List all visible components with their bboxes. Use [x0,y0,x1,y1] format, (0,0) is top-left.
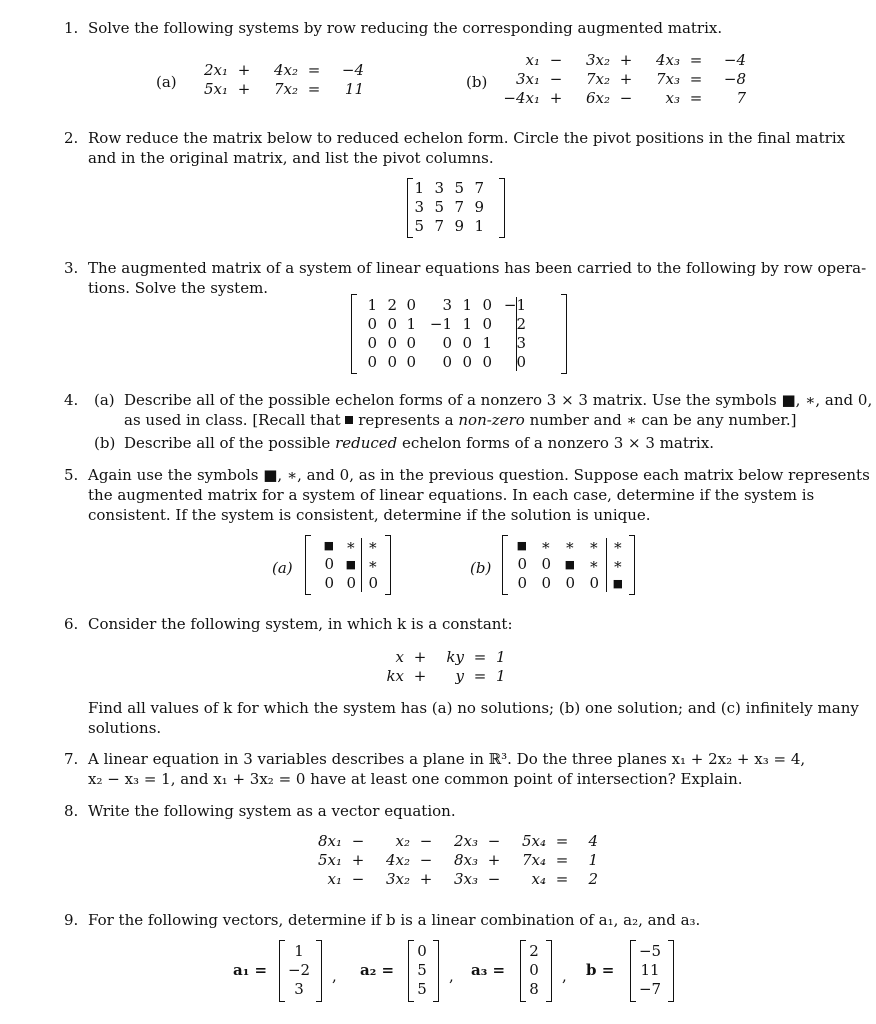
sys8-cell-r1-c4: − [419,832,433,850]
sys1a-cell-r2-c5: 11 [344,80,364,98]
matrix-3-entry-r2-c7: 2 [516,315,526,333]
sys1a-cell-r1-c1: 2x₁ [203,61,228,79]
sys1b-cell-r2-c1: 3x₁ [515,70,540,88]
matrix-3-entry-r2-c2: 0 [387,315,397,333]
p4a-line2-mid: represents a [353,411,459,429]
vector-a2-entry-1: 0 [417,942,427,960]
vector-b-entry-1: −5 [638,942,662,960]
sys1b-cell-r3-c2: + [549,89,563,107]
vector-a2-right-bracket [433,940,439,1002]
sys1b-cell-r2-c5: 7x₃ [655,70,680,88]
matrix-5b-entry-r3-c5: ■ [612,577,623,590]
p6-line1: Find all values of k for which the system has (a) no solutions; (b) one solution; and (c) infinitely many [88,699,859,717]
matrix-5a-right-bracket [385,535,391,595]
vector-a3-entry-3: 8 [529,980,539,998]
sys1a-cell-r1-c2: + [237,61,251,79]
matrix-5b-entry-r2-c2: 0 [541,555,551,573]
matrix-2-entry-r1-c2: 3 [434,179,444,197]
sys6-cell-r1-c2: + [413,648,427,666]
p2-line2: and in the original matrix, and list the pivot columns. [88,149,494,167]
comma-1: , [332,967,337,985]
sys6-cell-r2-c2: + [413,667,427,685]
sys1b-cell-r2-c2: − [549,70,563,88]
matrix-3-entry-r4-c5: 0 [462,353,472,371]
matrix-3-augment-line [516,297,517,371]
sys8-cell-r3-c7: x₄ [531,870,546,888]
sys1b-cell-r1-c1: x₁ [525,51,540,69]
p4b-post: echelon forms of a nonzero 3 × 3 matrix. [397,434,715,452]
sys8-cell-r2-c6: + [487,851,501,869]
sys1b-cell-r3-c3: 6x₂ [585,89,610,107]
sys8-cell-r2-c2: + [351,851,365,869]
matrix-3-entry-r4-c6: 0 [482,353,492,371]
matrix-2-entry-r1-c3: 5 [454,179,464,197]
p3-line2: tions. Solve the system. [88,279,269,297]
vector-a1-label: a₁ = [233,961,268,979]
matrix-3-entry-r4-c1: 0 [367,353,377,371]
sys8-cell-r3-c5: 3x₃ [453,870,478,888]
matrix-3-entry-r2-c5: 1 [462,315,472,333]
matrix-5a-entry-r1-c3: ∗ [367,536,378,554]
matrix-5a-entry-r3-c2: 0 [346,574,356,592]
vector-a3-label: a₃ = [471,961,506,979]
matrix-3-entry-r3-c6: 1 [482,334,492,352]
sys8-cell-r3-c8: = [555,870,569,888]
matrix-3-entry-r1-c6: 0 [482,296,492,314]
sys8-cell-r2-c4: − [419,851,433,869]
matrix-3-entry-r3-c3: 0 [406,334,416,352]
vector-a3-entry-2: 0 [529,961,539,979]
p5a-label: (a) [272,559,293,577]
vector-a1-entry-3: 3 [294,980,304,998]
p9-text: For the following vectors, determine if b is a linear combination of a₁, a₂, and a₃. [88,911,701,929]
sys8-cell-r1-c3: x₂ [395,832,410,850]
sys8-cell-r2-c1: 5x₁ [317,851,342,869]
vector-a2 [414,942,430,999]
sys8-cell-r3-c4: + [419,870,433,888]
matrix-2-entry-r2-c1: 3 [414,198,424,216]
p5-line2: the augmented matrix for a system of linear equations. In each case, determine if the system is [88,486,815,504]
matrix-5b-entry-r1-c2: ∗ [540,536,551,554]
p6-line2: solutions. [88,719,162,737]
p4b-emphasis: reduced [335,434,398,452]
matrix-3-entry-r1-c2: 2 [387,296,397,314]
sys1b-cell-r1-c6: = [689,51,703,69]
matrix-5a-entry-r3-c3: 0 [368,574,378,592]
sys8-cell-r3-c9: 2 [588,870,598,888]
p5-line1: Again use the symbols ■, ∗, and 0, as in the previous question. Suppose each matrix below represents [88,466,870,484]
sys6-cell-r1-c1: x [395,648,404,666]
matrix-5b-entry-r1-c4: ∗ [588,536,599,554]
matrix-3-entry-r4-c2: 0 [387,353,397,371]
sys1b-cell-r2-c4: + [619,70,633,88]
system-6 [384,648,518,686]
sys8-cell-r1-c7: 5x₄ [521,832,546,850]
sys8-cell-r1-c6: − [487,832,501,850]
sys1b-cell-r1-c4: + [619,51,633,69]
vector-a1-right-bracket [316,940,322,1002]
vector-a1 [286,942,312,999]
sys1b-cell-r1-c3: 3x₂ [585,51,610,69]
matrix-5b-entry-r1-c5: ∗ [612,536,623,554]
matrix-5b-augment-line [606,538,607,592]
p7-line2: x₂ − x₃ = 1, and x₁ + 3x₂ = 0 have at least one common point of intersection? Explain. [88,770,743,788]
matrix-5b-entry-r2-c5: ∗ [612,555,623,573]
p5b-label: (b) [470,559,492,577]
p7-number: 7. [64,750,79,768]
matrix-3-entry-r4-c3: 0 [406,353,416,371]
matrix-5a-entry-r1-c1: ■ [323,539,334,552]
system-1a [190,61,364,99]
sys1b-cell-r2-c3: 7x₂ [585,70,610,88]
vector-a1-entry-1: 1 [294,942,304,960]
matrix-5b-left-bracket [502,535,508,595]
matrix-2 [414,179,484,236]
matrix-5a-entry-r2-c2: ■ [345,558,356,571]
matrix-3-entry-r1-c4: 3 [442,296,452,314]
matrix-5b-right-bracket [629,535,635,595]
vector-a3 [526,942,542,999]
matrix-2-right-bracket [499,178,505,238]
sys8-cell-r2-c9: 1 [588,851,598,869]
sys1a-cell-r2-c1: 5x₁ [203,80,228,98]
matrix-3-entry-r2-c3: 1 [406,315,416,333]
vector-a3-right-bracket [546,940,552,1002]
matrix-2-entry-r2-c3: 7 [454,198,464,216]
sys8-cell-r1-c5: 2x₃ [453,832,478,850]
sys6-cell-r2-c1: kx [386,667,404,685]
matrix-2-left-bracket [407,178,413,238]
matrix-5b-entry-r3-c3: 0 [565,574,575,592]
matrix-2-entry-r1-c1: 1 [414,179,424,197]
matrix-5b-entry-r1-c3: ∗ [564,536,575,554]
comma-2: , [449,967,454,985]
p8-number: 8. [64,802,79,820]
p4a-line2-pre: as used in class. [Recall that [124,411,346,429]
matrix-3-entry-r4-c7: 0 [516,353,526,371]
p4a-label: (a) [94,391,115,409]
sys1b-cell-r1-c2: − [549,51,563,69]
p4b-text [124,433,714,453]
p1-text: Solve the following systems by row reducing the corresponding augmented matrix. [88,19,723,37]
matrix-3-entry-r3-c2: 0 [387,334,397,352]
p4-number: 4. [64,391,79,409]
sys1b-cell-r3-c5: x₃ [665,89,680,107]
sys1b-cell-r2-c7: −8 [723,70,746,88]
matrix-2-entry-r1-c4: 7 [474,179,484,197]
sys1a-cell-r1-c5: −4 [341,61,364,79]
sys6-cell-r1-c4: = [473,648,487,666]
matrix-5a-entry-r2-c3: ∗ [367,555,378,573]
matrix-5b-entry-r2-c1: 0 [517,555,527,573]
sys6-cell-r2-c5: 1 [496,667,506,685]
vector-b-right-bracket [668,940,674,1002]
p1b-label: (b) [466,73,488,91]
matrix-2-entry-r3-c3: 9 [454,217,464,235]
sys1b-cell-r1-c5: 4x₃ [655,51,680,69]
p5-line3: consistent. If the system is consistent, determine if the solution is unique. [88,506,651,524]
matrix-2-entry-r3-c1: 5 [414,217,424,235]
matrix-5b-entry-r3-c2: 0 [541,574,551,592]
vector-a2-entry-2: 5 [417,961,427,979]
matrix-5a-entry-r3-c1: 0 [324,574,334,592]
sys8-cell-r3-c2: − [351,870,365,888]
sys1b-cell-r3-c7: 7 [736,89,746,107]
matrix-3-entry-r2-c4: −1 [429,315,452,333]
matrix-3-entry-r1-c3: 0 [406,296,416,314]
vector-b-entry-3: −7 [638,980,662,998]
p4a-line2-post: number and ∗ can be any number.] [524,411,797,429]
sys1a-cell-r2-c4: = [307,80,321,98]
matrix-3-entry-r2-c6: 0 [482,315,492,333]
sys1b-cell-r2-c6: = [689,70,703,88]
sys6-cell-r2-c3: y [455,667,464,685]
vector-b-entry-2: 11 [640,961,660,979]
vector-b [636,942,664,999]
sys6-cell-r2-c4: = [473,667,487,685]
sys8-cell-r2-c7: 7x₄ [521,851,546,869]
sys1b-cell-r3-c6: = [689,89,703,107]
p1a-label: (a) [156,73,177,91]
sys1a-cell-r1-c3: 4x₂ [273,61,298,79]
p4b-label: (b) [94,434,116,452]
sys8-cell-r1-c1: 8x₁ [317,832,342,850]
vector-a2-label: a₂ = [360,961,395,979]
sys8-cell-r3-c3: 3x₂ [385,870,410,888]
matrix-2-entry-r3-c4: 1 [474,217,484,235]
matrix-5b-entry-r3-c4: 0 [589,574,599,592]
sys1a-cell-r2-c2: + [237,80,251,98]
sys8-cell-r1-c2: − [351,832,365,850]
sys6-cell-r1-c3: ky [446,648,464,666]
matrix-5a-entry-r1-c2: ∗ [345,536,356,554]
p2-line1: Row reduce the matrix below to reduced echelon form. Circle the pivot positions in the final matrix [88,129,846,147]
sys8-cell-r3-c6: − [487,870,501,888]
p5-number: 5. [64,466,79,484]
matrix-3-right-bracket [561,294,567,374]
p4a-line2-emphasis: non-zero [458,411,525,429]
matrix-3-entry-r2-c1: 0 [367,315,377,333]
matrix-3-entry-r1-c5: 1 [462,296,472,314]
vector-a2-entry-3: 5 [417,980,427,998]
matrix-3-entry-r3-c5: 0 [462,334,472,352]
sys1a-cell-r1-c4: = [307,61,321,79]
p2-number: 2. [64,129,79,147]
sys8-cell-r3-c1: x₁ [327,870,342,888]
vector-a3-entry-1: 2 [529,942,539,960]
sys8-cell-r2-c8: = [555,851,569,869]
matrix-2-entry-r3-c2: 7 [434,217,444,235]
matrix-5b-entry-r3-c1: 0 [517,574,527,592]
sys1a-cell-r2-c3: 7x₂ [273,80,298,98]
matrix-5b-entry-r1-c1: ■ [516,539,527,552]
matrix-2-entry-r2-c2: 5 [434,198,444,216]
matrix-3-entry-r1-c1: 1 [367,296,377,314]
matrix-3-left-bracket [351,294,357,374]
matrix-5a-entry-r2-c1: 0 [324,555,334,573]
p3-line1: The augmented matrix of a system of linear equations has been carried to the following by row opera- [88,259,867,277]
matrix-3 [360,296,526,372]
sys1b-cell-r1-c7: −4 [723,51,746,69]
comma-3: , [562,967,567,985]
matrix-3-entry-r4-c4: 0 [442,353,452,371]
sys8-cell-r2-c3: 4x₂ [385,851,410,869]
sys1b-cell-r3-c4: − [619,89,633,107]
p6-number: 6. [64,615,79,633]
p3-number: 3. [64,259,79,277]
p7-line1: A linear equation in 3 variables describes a plane in ℝ³. Do the three planes x₁ + 2x₂ + x₃ = 4, [88,750,806,768]
p9-number: 9. [64,911,79,929]
matrix-5b-entry-r2-c4: ∗ [588,555,599,573]
p4a-line1: Describe all of the possible echelon forms of a nonzero 3 × 3 matrix. Use the symbols ■, ∗, and 0, [124,391,873,409]
system-1b [500,51,746,108]
sys8-cell-r1-c9: 4 [588,832,598,850]
p8-text: Write the following system as a vector equation. [88,802,456,820]
sys8-cell-r2-c5: 8x₃ [453,851,478,869]
p1-number: 1. [64,19,79,37]
vector-a1-entry-2: −2 [287,961,311,979]
matrix-3-entry-r3-c4: 0 [442,334,452,352]
p4b-pre: Describe all of the possible [124,434,336,452]
p4a-line2 [124,410,797,430]
matrix-5a-augment-line [361,538,362,592]
matrix-3-entry-r3-c1: 0 [367,334,377,352]
matrix-5b-entry-r2-c3: ■ [564,558,575,571]
vector-a1-left-bracket [279,940,285,1002]
matrix-3-entry-r3-c7: 3 [516,334,526,352]
matrix-3-entry-r1-c7: −1 [503,296,526,314]
p6-text: Consider the following system, in which k is a constant: [88,615,513,633]
matrix-5a [314,536,378,593]
system-8 [306,832,598,889]
matrix-2-entry-r2-c4: 9 [474,198,484,216]
sys8-cell-r1-c8: = [555,832,569,850]
sys6-cell-r1-c5: 1 [496,648,506,666]
matrix-5a-left-bracket [305,535,311,595]
vector-b-label: b = [586,961,615,979]
sys1b-cell-r3-c1: −4x₁ [503,89,540,107]
